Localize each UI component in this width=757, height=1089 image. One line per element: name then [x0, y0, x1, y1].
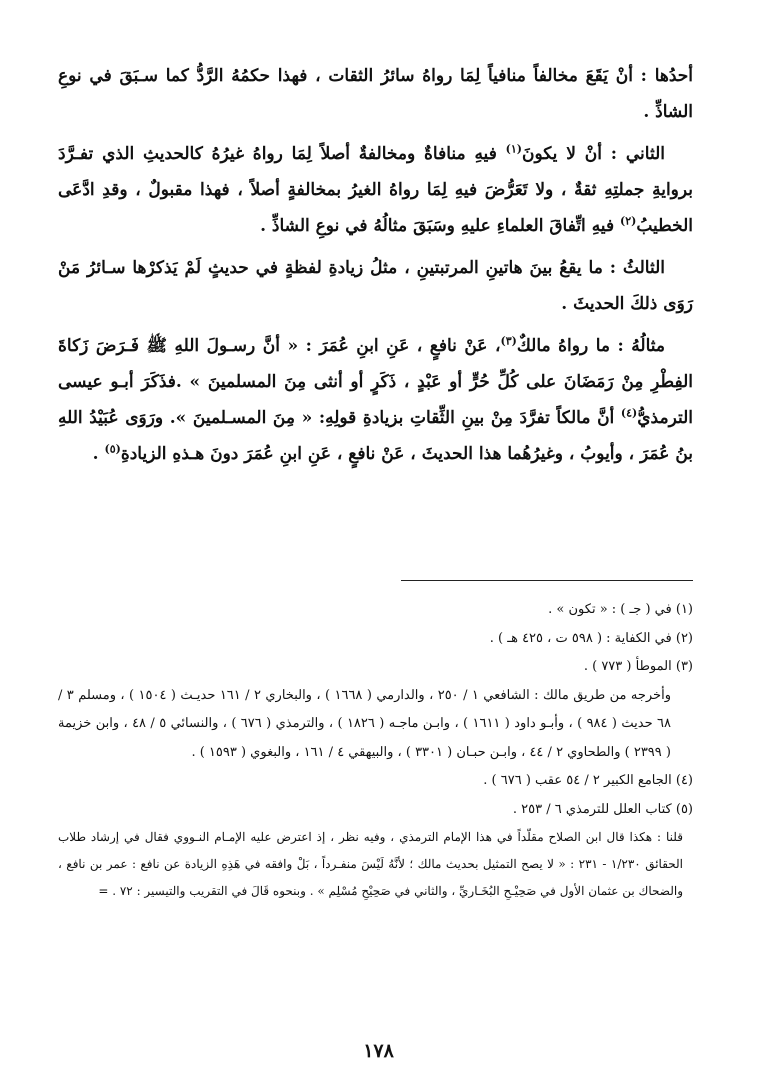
paragraph-example-text-b: ، عَنْ نافعٍ ، عَنِ ابنِ عُمَرَ : « أنَّ رسـولَ اللهِ ﷺ فَـرَضَ زَكاةَ الفِطْرِ مِنْ رَمَضَانَ على كُلِّ حُرٍّ أو عَبْدٍ ، ذَكَرٍ أو أنثى مِنَ المسلمينَ » .فذَكَرَ أبـو عيسى الترمذيُّ	[58, 336, 693, 428]
footnote-3-detail: وأخرجه من طريق مالك : الشافعي ١ / ٢٥٠ ، والدارمي ( ١٦٦٨ ) ، والبخاري ٢ / ١٦١ حديـث ( ١٥٠٤ ) ، ومسلم ٣ / ٦٨ حديث ( ٩٨٤ ) ، وأبـو داود ( ١٦١١ ) ، وابـن ماجـه ( ١٨٢٦ ) ، والترمذي ( ٦٧٦ ) ، والنسائي ٥ / ٤٨ ، وابن خزيمة ( ٢٣٩٩ ) والطحاوي ٢ / ٤٤ ، وابـن حبـان ( ٣٣٠١ ) ، والبيهقي ٤ / ١٦١ ، والبغوي ( ١٥٩٣ ) .	[58, 687, 671, 760]
paragraph-example-text-d: .	[92, 444, 105, 464]
footnote-2: (٢) في الكفاية : ( ٥٩٨ ت ، ٤٢٥ هـ ) .	[489, 630, 693, 646]
footnote-ref-2[interactable]: (٢)	[619, 214, 637, 228]
footnote-ref-4[interactable]: (٤)	[620, 406, 638, 420]
footnote-ref-3[interactable]: (٣)	[500, 334, 517, 348]
paragraph-example	[58, 328, 693, 472]
paragraph-first	[58, 58, 693, 130]
paragraph-third-text: الثالثُ : ما يقعُ بينَ هاتينِ المرتبتينِ ، مثلُ زيادةِ لفظةٍ في حديثٍ لَمْ يَذكرْها سـائرُ مَنْ رَوَى ذلكَ الحديثَ .	[58, 258, 693, 314]
footnote-3: (٣) الموطأ ( ٧٧٣ ) .	[583, 659, 693, 674]
footnote-ref-5[interactable]: (٥)	[104, 442, 121, 456]
footnote-ref-1[interactable]: (١)	[505, 142, 523, 156]
paragraph-second-text-a: الثاني : أنْ لا يكونَ	[522, 144, 666, 164]
paragraph-third	[58, 250, 693, 322]
paragraph-example-text-c: أنَّ مالكاً تفرَّدَ مِنْ بينِ الثِّقاتِ بزيادةِ قولِهِ: « مِنَ المسـلمينَ ». ورَوَى عُبَيْدُ اللهِ بنُ عُمَرَ ، وأيوبُ ، وغيرُهُما هذا الحديثَ ، عَنْ نافعٍ ، عَنِ ابنِ عُمَرَ دونَ هـذهِ الزيادةِ	[58, 408, 693, 464]
paragraph-first-text: أحدُها : أنْ يَقَعَ مخالفاً منافياً لِمَا رواهُ سائرُ الثقات ، فهذا حكمُهُ الرَّدُّ كما سـبَقَ في نوعِ الشاذِّ .	[58, 66, 693, 122]
page-number: ١٧٨	[363, 1040, 394, 1062]
paragraph-second	[58, 136, 693, 244]
footnotes	[58, 596, 693, 905]
footnote-separator	[401, 580, 693, 581]
footnote-5: (٥) كتاب العلل للترمذي ٦ / ٢٥٣ .	[512, 801, 693, 817]
paragraph-second-text-c: فيهِ اتِّفاقَ العلماءِ عليهِ وسَبَقَ مثالُهُ في نوعِ الشاذِّ .	[260, 216, 620, 236]
footnote-5-detail: قلنا : هكذا قال ابن الصلاح مقلّداً في هذا الإمام الترمذي ، وفيه نظر ، إذ اعترض عليه الإمـام النـووي فقال في إرشاد طلاب الحقائق ١/٢٣٠ - ٢٣١ : « لا يصح التمثيل بحديث مالك ؛ لأنَّهُ لَيْسَ منفـرداً ، بَلْ وافقه في هَذِهِ الزيادة عن نافع : عمر بن نافع ، والضحاك بن عثمان الأول في صَحِيْـحِ البُخَـاريِّ ، والثاني في صَحِيْحِ مُسْلِم » . وبنحوه قَالَ في التقريب والتيسير : ٧٢ . =	[58, 830, 683, 898]
main-text	[58, 58, 693, 478]
footnote-4: (٤) الجامع الكبير ٢ / ٥٤ عقب ( ٦٧٦ ) .	[483, 773, 693, 788]
paragraph-second-text-b: فيهِ منافاةٌ ومخالفةٌ أصلاً لِمَا رواهُ غيرُهُ كالحديثِ الذي تفـرَّدَ بروايةِ جملتِهِ ثقةٌ ، ولا تَعَرُّضَ فيهِ لِمَا رواهُ الغيرُ بمخالفةٍ أصلاً ، فهذا مقبولٌ ، وقدِ ادَّعَى الخطيبُ	[58, 144, 693, 236]
footnote-1: (١) في ( جـ ) : « تكون » .	[548, 602, 693, 617]
paragraph-example-text-a: مثالُهُ : ما رواهُ مالكٌ	[516, 336, 665, 356]
